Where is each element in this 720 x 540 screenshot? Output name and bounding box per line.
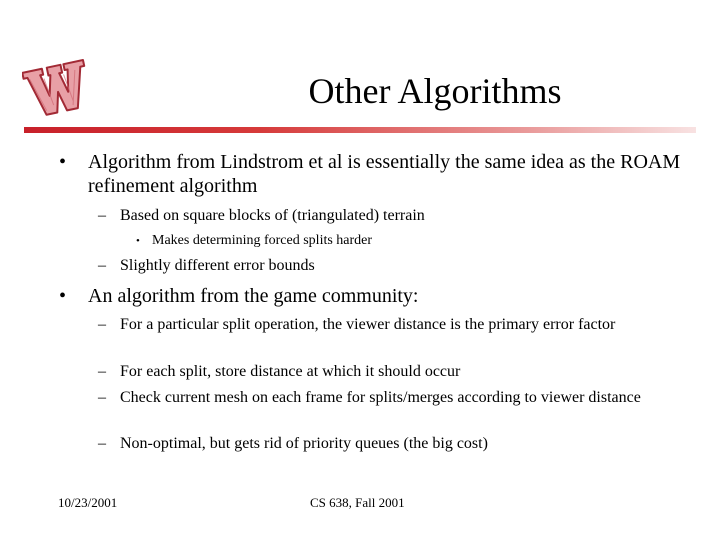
bullet-marker: • [59,285,67,307]
bullet-marker: – [98,363,106,380]
wisconsin-w-logo-icon [22,54,92,120]
bullet-marker: • [136,235,140,247]
footer-date: 10/23/2001 [58,495,118,510]
footer-course: CS 638, Fall 2001 [310,495,405,510]
list-item-text: Check current mesh on each frame for splits/merges according to viewer distance [120,389,641,406]
list-item-text: For a particular split operation, the viewer distance is the primary error factor [120,316,616,333]
bullet-marker: • [59,151,67,173]
list-item-text: For each split, store distance at which it should occur [120,363,461,380]
bullet-marker: – [98,257,106,274]
bullet-marker: – [98,389,106,406]
list-item-text: Makes determining forced splits harder [152,233,373,248]
list-item-text: Slightly different error bounds [120,257,315,274]
list-item-text: Non-optimal, but gets rid of priority queues (the big cost) [120,435,488,452]
list-item-text: An algorithm from the game community: [88,285,419,307]
bullet-marker: – [98,316,106,333]
bullet-marker: – [98,207,106,224]
list-item-text: Algorithm from Lindstrom et al is essentially the same idea as the ROAM refinement algorithm [88,151,681,197]
page-title: Other Algorithms [308,71,562,111]
title-divider [24,127,696,133]
list-item-text: Based on square blocks of (triangulated) terrain [120,207,425,224]
bullet-marker: – [98,435,106,452]
